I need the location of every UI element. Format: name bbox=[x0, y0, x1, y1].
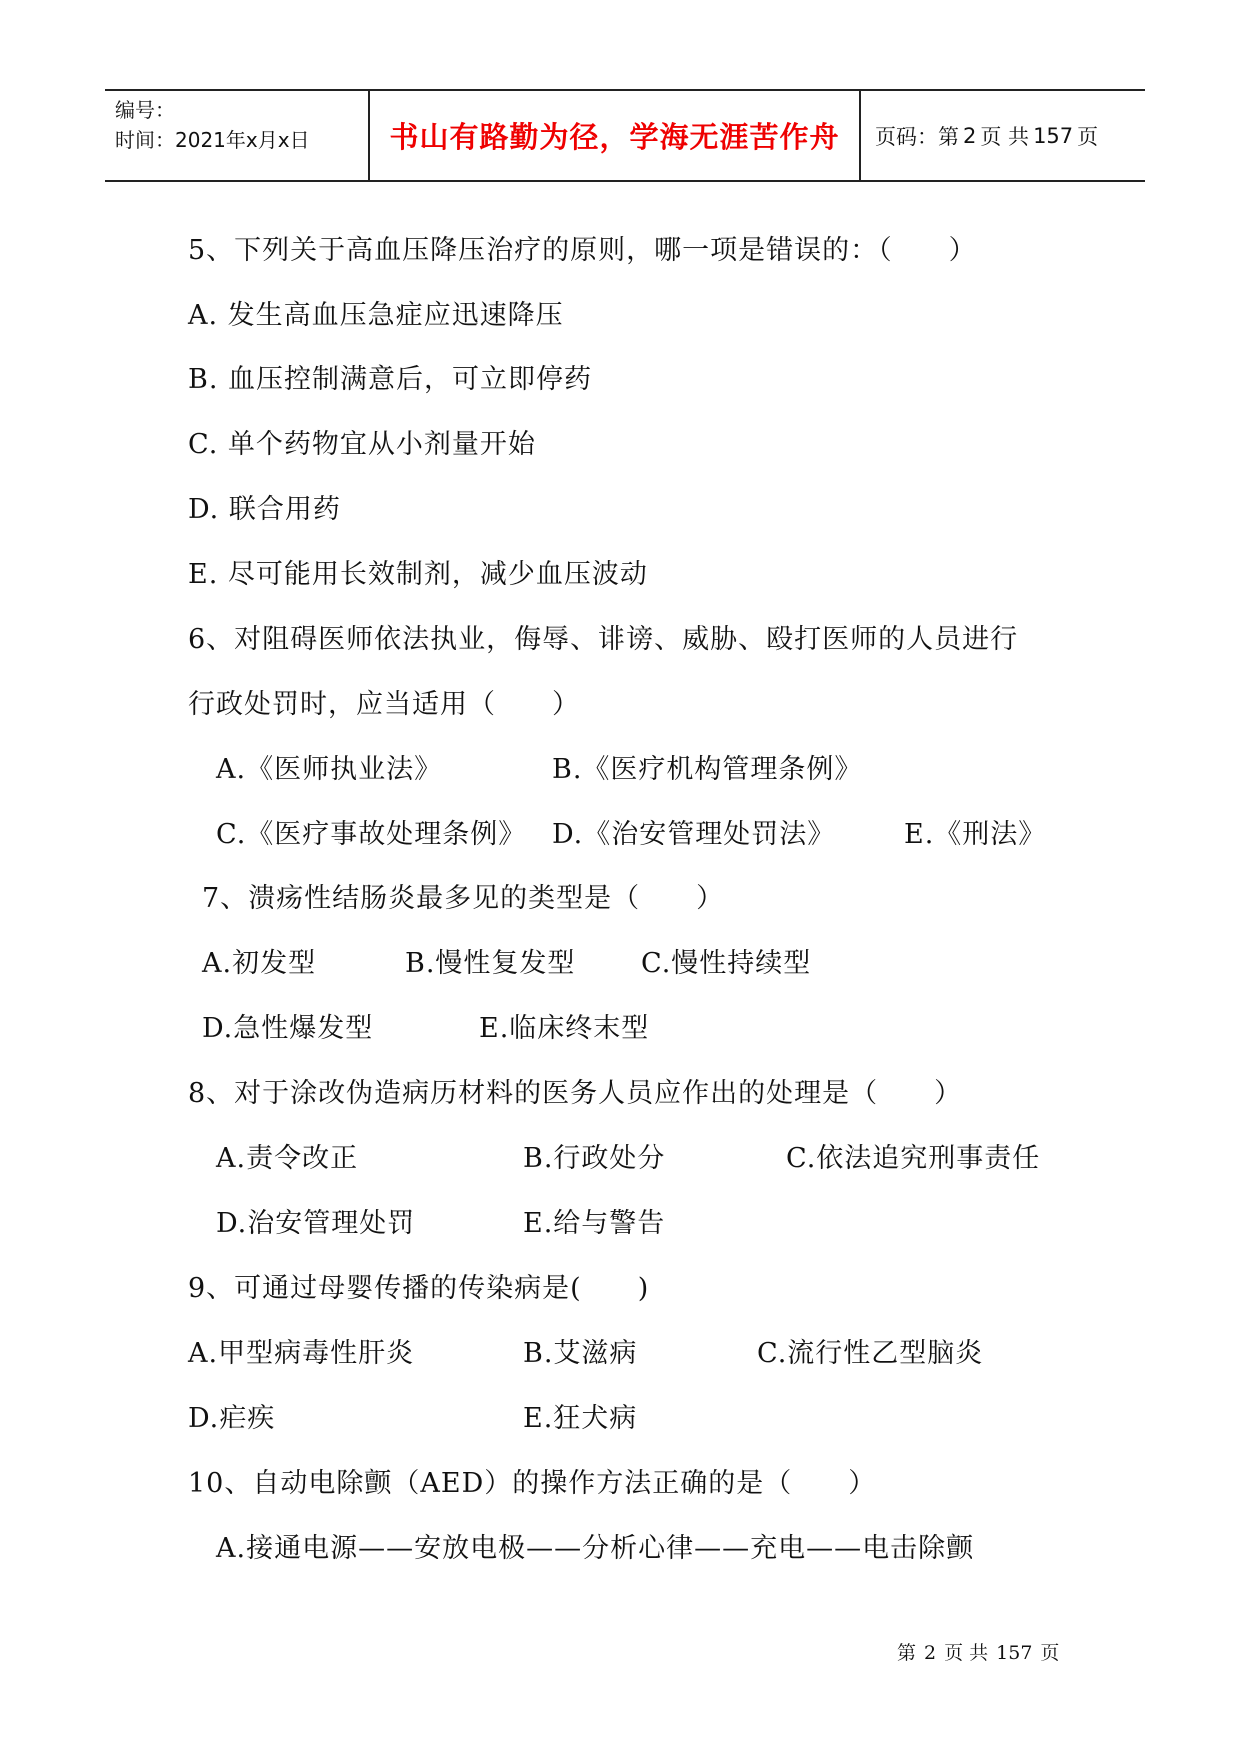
question-5-option-c: C. 单个药物宜从小剂量开始 bbox=[188, 429, 536, 460]
question-7-option-d: D.急性爆发型 bbox=[202, 1013, 374, 1044]
question-5-option-d: D. 联合用药 bbox=[188, 494, 341, 525]
page-footer bbox=[897, 1638, 1067, 1665]
page-total: 157 bbox=[1033, 123, 1074, 148]
footer-prefix: 第 bbox=[897, 1642, 917, 1664]
question-10-option-a: A.接通电源——安放电极——分析心律——充电——电击除颤 bbox=[216, 1533, 975, 1564]
question-6-line-2: 行政处罚时，应当适用（ ） bbox=[188, 689, 580, 720]
footer-page-current: 2 bbox=[924, 1642, 937, 1664]
question-9-option-b: B.艾滋病 bbox=[523, 1338, 638, 1369]
question-7-option-b: B.慢性复发型 bbox=[405, 948, 576, 979]
question-6-option-d: D.《治安管理处罚法》 bbox=[552, 819, 836, 850]
header-page-number bbox=[875, 91, 1102, 180]
question-8-option-a: A.责令改正 bbox=[216, 1143, 359, 1174]
question-9-option-d: D.疟疾 bbox=[188, 1403, 276, 1434]
question-6-line-1: 6、对阻碍医师依法执业，侮辱、诽谤、威胁、殴打医师的人员进行 bbox=[188, 624, 1019, 655]
time-label: 时间：2021年x月x日 bbox=[115, 128, 310, 152]
page-mid: 页 共 bbox=[980, 124, 1030, 149]
question-5-option-a: A. 发生高血压急症应迅速降压 bbox=[188, 300, 564, 331]
number-label: 编号： bbox=[115, 98, 175, 122]
footer-mid: 页 共 bbox=[944, 1642, 989, 1664]
question-5: 5、下列关于高血压降压治疗的原则，哪一项是错误的：（ ） bbox=[188, 235, 977, 266]
question-9: 9、可通过母婴传播的传染病是( ) bbox=[188, 1273, 650, 1304]
question-9-option-a: A.甲型病毒性肝炎 bbox=[188, 1338, 415, 1369]
header-meta bbox=[115, 95, 310, 155]
question-8: 8、对于涂改伪造病历材料的医务人员应作出的处理是（ ） bbox=[188, 1078, 963, 1109]
question-7: 7、溃疡性结肠炎最多见的类型是（ ） bbox=[202, 883, 725, 914]
question-9-option-e: E.狂犬病 bbox=[523, 1403, 638, 1434]
question-6-option-c: C.《医疗事故处理条例》 bbox=[216, 819, 527, 850]
question-5-option-e: E. 尽可能用长效制剂，减少血压波动 bbox=[188, 559, 648, 590]
question-6-option-e: E.《刑法》 bbox=[904, 819, 1047, 850]
page-current: 2 bbox=[963, 123, 977, 148]
question-7-option-c: C.慢性持续型 bbox=[641, 948, 812, 979]
question-9-option-c: C.流行性乙型脑炎 bbox=[757, 1338, 984, 1369]
page-suffix: 页 bbox=[1077, 124, 1099, 149]
header-divider bbox=[859, 91, 861, 180]
question-6-option-b: B.《医疗机构管理条例》 bbox=[552, 754, 863, 785]
question-7-option-e: E.临床终末型 bbox=[479, 1013, 650, 1044]
footer-page-total: 157 bbox=[996, 1642, 1033, 1664]
footer-suffix: 页 bbox=[1040, 1642, 1060, 1664]
question-6-option-a: A.《医师执业法》 bbox=[216, 754, 443, 785]
page-header bbox=[105, 89, 1145, 182]
question-8-option-c: C.依法追究刑事责任 bbox=[786, 1143, 1041, 1174]
question-5-option-b: B. 血压控制满意后，可立即停药 bbox=[188, 364, 593, 395]
question-8-option-d: D.治安管理处罚 bbox=[216, 1208, 416, 1239]
page-prefix: 页码：第 bbox=[875, 124, 959, 149]
question-8-option-e: E.给与警告 bbox=[523, 1208, 666, 1239]
question-8-option-b: B.行政处分 bbox=[523, 1143, 666, 1174]
header-motto: 书山有路勤为径，学海无涯苦作舟 bbox=[389, 120, 840, 154]
question-7-option-a: A.初发型 bbox=[202, 948, 317, 979]
question-10: 10、自动电除颤（AED）的操作方法正确的是（ ） bbox=[188, 1468, 877, 1499]
